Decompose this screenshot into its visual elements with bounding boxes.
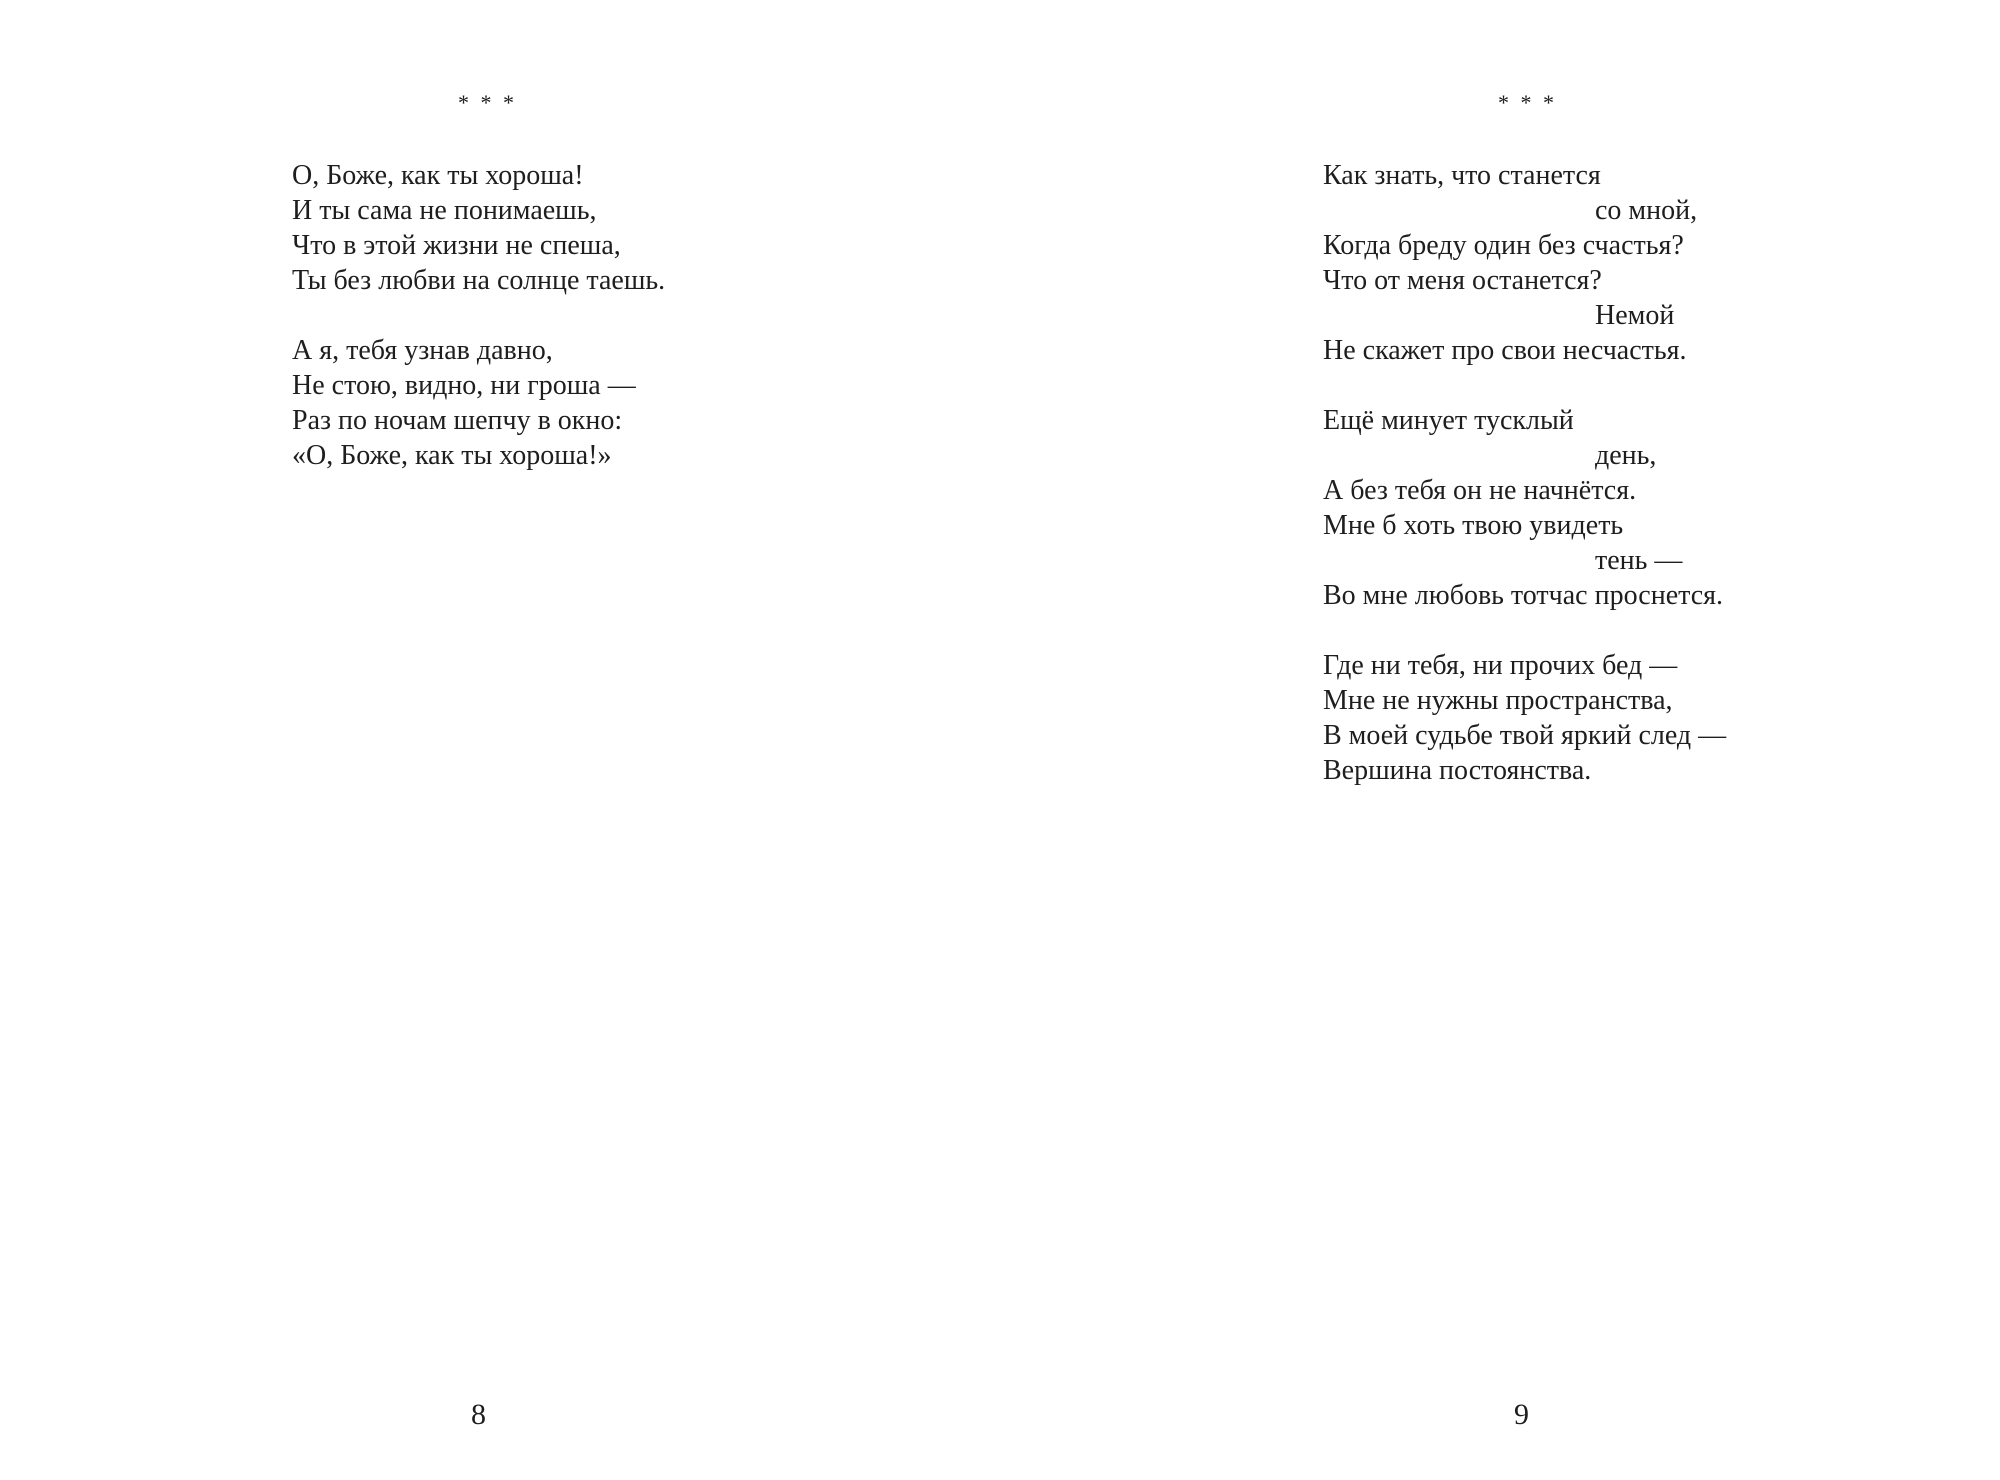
poem-line-indented: день, [1595, 440, 1657, 471]
poem-line: Во мне любовь тотчас проснется. [1323, 580, 1724, 611]
poem-line: Что в этой жизни не спеша, [292, 230, 621, 261]
stanza [1323, 648, 1726, 788]
poem-line-indented: Немой [1595, 300, 1675, 331]
poem-line: Мне б хоть твою увидеть [1323, 510, 1624, 541]
poem-line: «О, Боже, как ты хороша!» [292, 440, 612, 471]
stanza-gap [292, 298, 665, 333]
poem-line: Ты без любви на солнце таешь. [292, 265, 666, 296]
stanza [292, 333, 665, 473]
poem-line: О, Боже, как ты хороша! [292, 160, 584, 191]
poem-separator: * * * [458, 90, 517, 115]
poem-right [1323, 158, 1726, 788]
poem-line: Что от меня останется? [1323, 265, 1602, 296]
poem-line: Не скажет про свои несчастья. [1323, 335, 1687, 366]
poem-line: Где ни тебя, ни прочих бед — [1323, 650, 1678, 681]
poem-line: Как знать, что станется [1323, 160, 1601, 191]
poem-line: Когда бреду один без счастья? [1323, 230, 1684, 261]
stanza [1323, 158, 1726, 368]
poem-line: И ты сама не понимаешь, [292, 195, 597, 226]
right-page [1000, 0, 2000, 1480]
stanza-gap [1323, 368, 1726, 403]
poem-line-indented: со мной, [1595, 195, 1698, 226]
stanza-gap [1323, 613, 1726, 648]
poem-line: А я, тебя узнав давно, [292, 335, 553, 366]
poem-line: Вершина постоянства. [1323, 755, 1592, 786]
page-number: 8 [471, 1398, 486, 1431]
stanza [1323, 403, 1726, 613]
poem-line: Не стою, видно, ни гроша — [292, 370, 636, 401]
poem-line: Ещё минует тусклый [1323, 405, 1574, 436]
poem-left [292, 158, 665, 473]
page-number: 9 [1514, 1398, 1529, 1431]
poem-separator: * * * [1498, 90, 1557, 115]
poem-line: Мне не нужны пространства, [1323, 685, 1673, 716]
stanza [292, 158, 665, 298]
poem-line: А без тебя он не начнётся. [1323, 475, 1637, 506]
poem-line: Раз по ночам шепчу в окно: [292, 405, 623, 436]
poem-line-indented: тень — [1595, 545, 1683, 576]
poem-line: В моей судьбе твой яркий след — [1323, 720, 1727, 751]
